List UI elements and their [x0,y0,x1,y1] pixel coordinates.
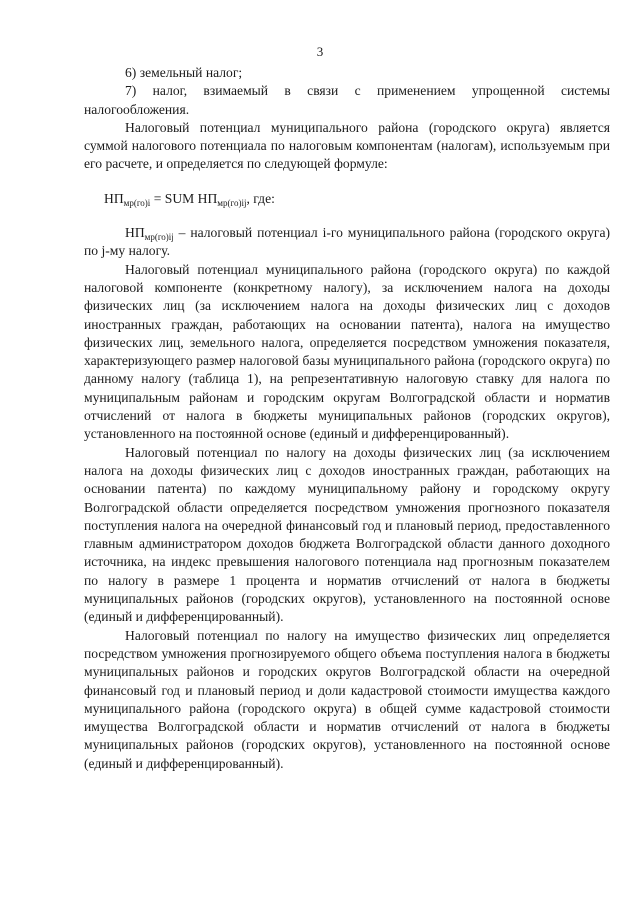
formula-rhs-subscript: мр(го)ij [217,197,247,208]
page-number: 3 [316,44,324,59]
formula-definition [84,224,610,261]
paragraph-tax-components: Налоговый потенциал муниципального района (городского округа) по каждой налоговой компоненте (конкретному налогу), за исключением налога на доходы физических лиц (за исключением налога на доходы физических лиц с доходов иностранных граждан, работающих на основании патента), налога на имущество физических лиц, земельного налога, определяется посредством умножения показателя, характеризующего размер налоговой базы муниципального района (городского округа) по данному налогу (таблица 1), на репрезентативную налоговую ставку для налога по муниципальным районам и городским округам Волгоградской области и норматив отчислений от налога в бюджеты муниципальных районов (городских округов), установленного на постоянной основе (единый и дифференцированный). [84,261,610,442]
formula [84,190,610,208]
formula-rhs: НП [197,190,218,206]
formula-lhs: НП [104,190,124,206]
formula-operator: = SUM [150,190,198,206]
formula-suffix: , где: [246,190,275,206]
paragraph-property-tax: Налоговый потенциал по налогу на имущество физических лиц определяется посредством умножения прогнозируемого общего объема поступления налога в бюджеты муниципальных районов и городских округов Волгоградской области на очередной финансовый год и плановый период и доли кадастровой стоимости имущества каждого муниципального района (городского округа) в общей сумме кадастровой стоимости имущества Волгоградской области и норматив отчислений от налога в бюджеты муниципальных районов (городских округов), установленного на постоянной основе (единый и дифференцированный). [84,627,610,771]
formula-lhs-subscript: мр(го)i [123,197,151,208]
definition-text: – налоговый потенциал i-го муниципального района (городского округа) по j-му налогу. [84,225,610,259]
intro-paragraph: Налоговый потенциал муниципального района (городского округа) является суммой налогового потенциала по налоговым компонентам (налогам), используемым при его расчете, и определяется по следующей формуле: [84,119,610,172]
document-body [84,64,610,773]
paragraph-personal-income-tax: Налоговый потенциал по налогу на доходы физических лиц (за исключением налога на доходы физических лиц с доходов иностранных граждан, работающих на основании патента) по каждому муниципальному району и городскому округу Волгоградской области определяется посредством умножения прогнозного показателя поступления налога на очередной финансовый год и плановый период, предоставленного главным администратором доходов бюджета Волгоградской области данного доходного источника, на индекс превышения налогового потенциала над прогнозным показателем по налогу в размере 1 процента и норматив отчислений от налога в бюджеты муниципальных районов (городских округов), установленного на постоянной основе (единый и дифференцированный). [84,444,610,625]
definition-symbol-subscript: мр(го)ij [144,232,174,243]
definition-symbol: НП [125,225,145,241]
list-item-land-tax: 6) земельный налог; [125,65,243,80]
list-item-simplified-tax: 7) налог, взимаемый в связи с применением упрощенной системы налогообложения. [84,83,610,117]
